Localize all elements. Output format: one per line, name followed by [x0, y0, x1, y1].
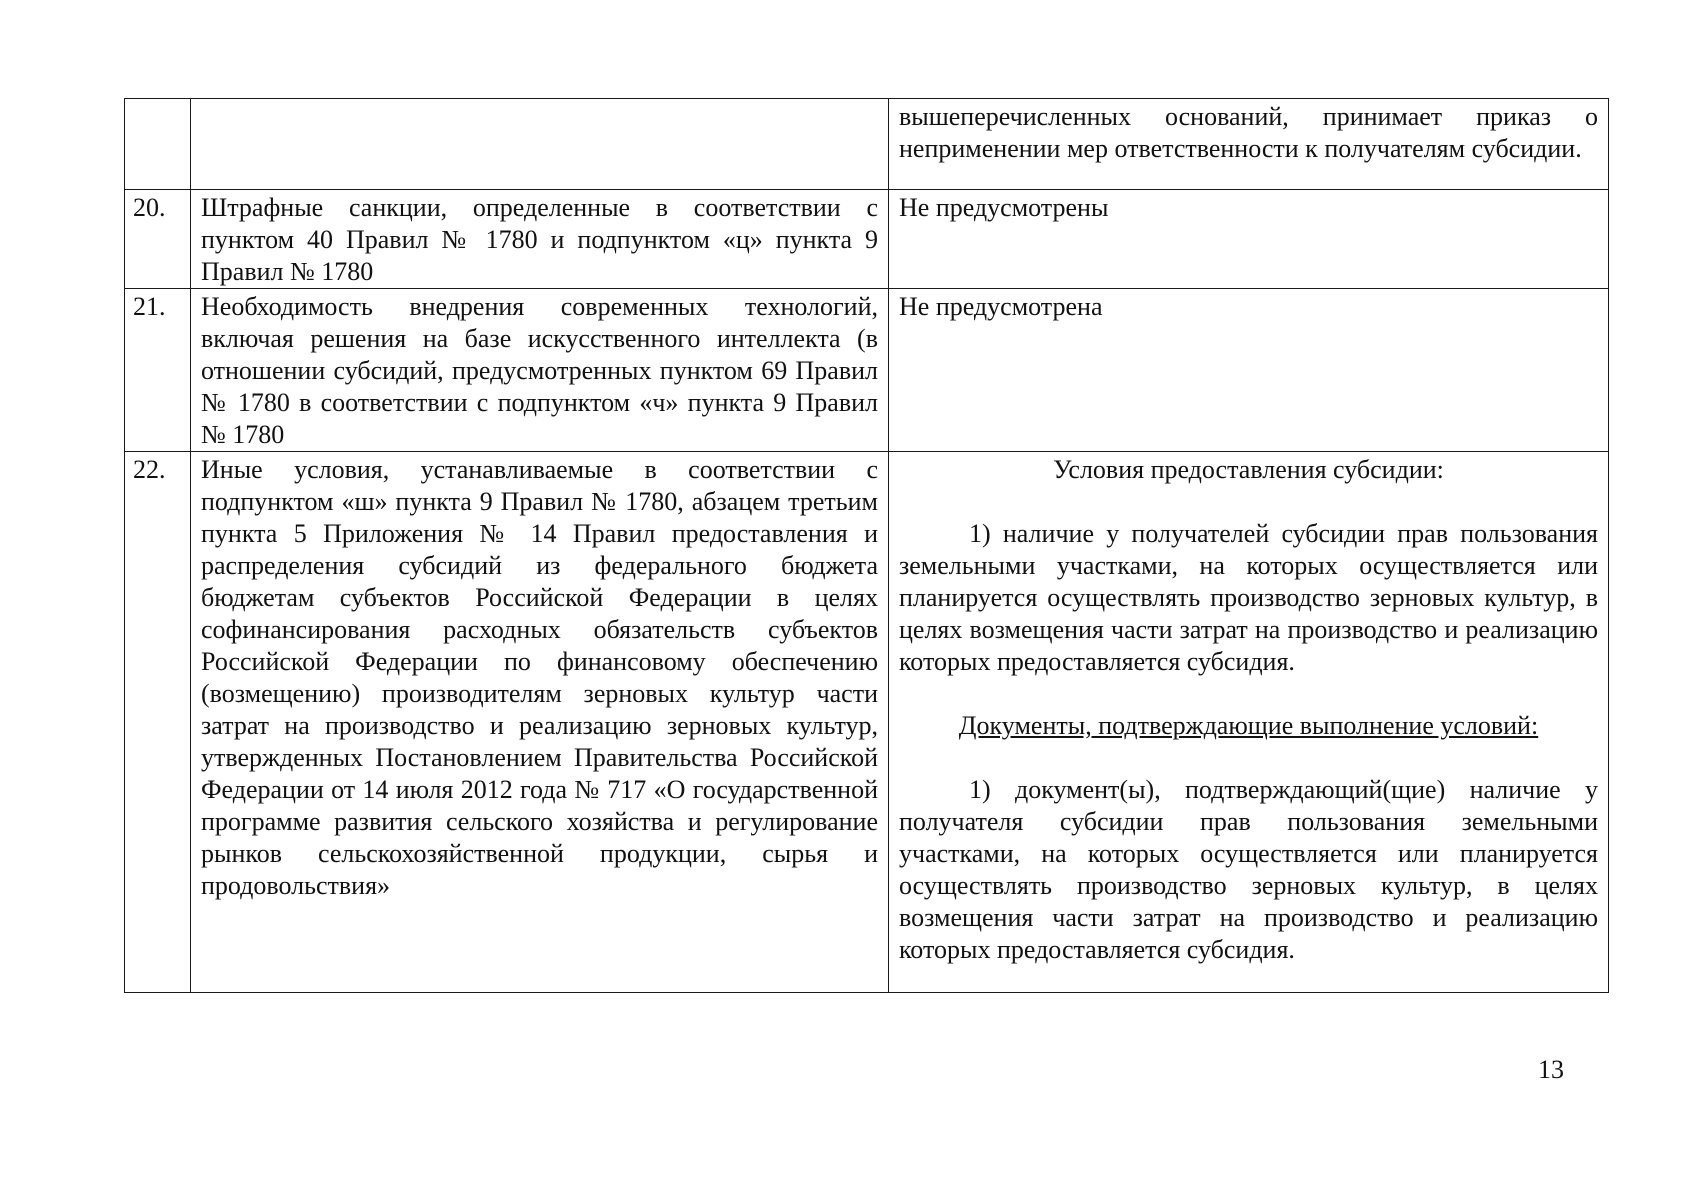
row-number: 20. [125, 190, 191, 289]
requirements-table [124, 98, 1609, 993]
row-number [125, 99, 191, 190]
conditions-heading: Условия предоставления субсидии: [1053, 455, 1444, 484]
document-item: 1) документ(ы), подтверждающий(щие) наличие у получателя субсидии прав пользования земельными участками, на которых осуществляется или планируется осуществлять производство зерновых культур, в целях возмещения части затрат на производство и реализацию которых предоставляется субсидия. [899, 775, 1598, 964]
row-parameter: Штрафные санкции, определенные в соответствии с пунктом 40 Правил № 1780 и подпунктом «ц» пункта 9 Правил № 1780 [191, 190, 889, 289]
table-row [125, 99, 1609, 190]
row-value [889, 452, 1609, 993]
row-number: 21. [125, 289, 191, 452]
table-row [125, 289, 1609, 452]
documents-heading: Документы, подтверждающие выполнение условий: [958, 711, 1539, 740]
page-number: 13 [1538, 1055, 1564, 1084]
row-value: Не предусмотрены [889, 190, 1609, 289]
table-row [125, 190, 1609, 289]
row-parameter: Иные условия, устанавливаемые в соответствии с подпунктом «ш» пункта 9 Правил № 1780, абзацем третьим пункта 5 Приложения № 14 Правил предоставления и распределения субсидий из федерального бюджета бюджетам субъектов Российской Федерации в целях софинансирования расходных обязательств субъектов Российской Федерации по финансовому обеспечению (возмещению) производителям зерновых культур части затрат на производство и реализацию зерновых культур, утвержденных Постановлением Правительства Российской Федерации от 14 июля 2012 года № 717 «О государственной программе развития сельского хозяйства и регулирование рынков сельскохозяйственной продукции, сырья и продовольствия» [191, 452, 889, 993]
row-number: 22. [125, 452, 191, 993]
row-value: вышеперечисленных оснований, принимает приказ о неприменении мер ответственности к получателям субсидии. [889, 99, 1609, 190]
condition-item: 1) наличие у получателей субсидии прав пользования земельными участками, на которых осуществляется или планируется осуществлять производство зерновых культур, в целях возмещения части затрат на производство и реализацию которых предоставляется субсидия. [899, 519, 1598, 676]
table-row [125, 452, 1609, 993]
row-parameter: Необходимость внедрения современных технологий, включая решения на базе искусственного интеллекта (в отношении субсидий, предусмотренных пунктом 69 Правил № 1780 в соответствии с подпунктом «ч» пункта 9 Правил № 1780 [191, 289, 889, 452]
row-parameter [191, 99, 889, 190]
row-value: Не предусмотрена [889, 289, 1609, 452]
